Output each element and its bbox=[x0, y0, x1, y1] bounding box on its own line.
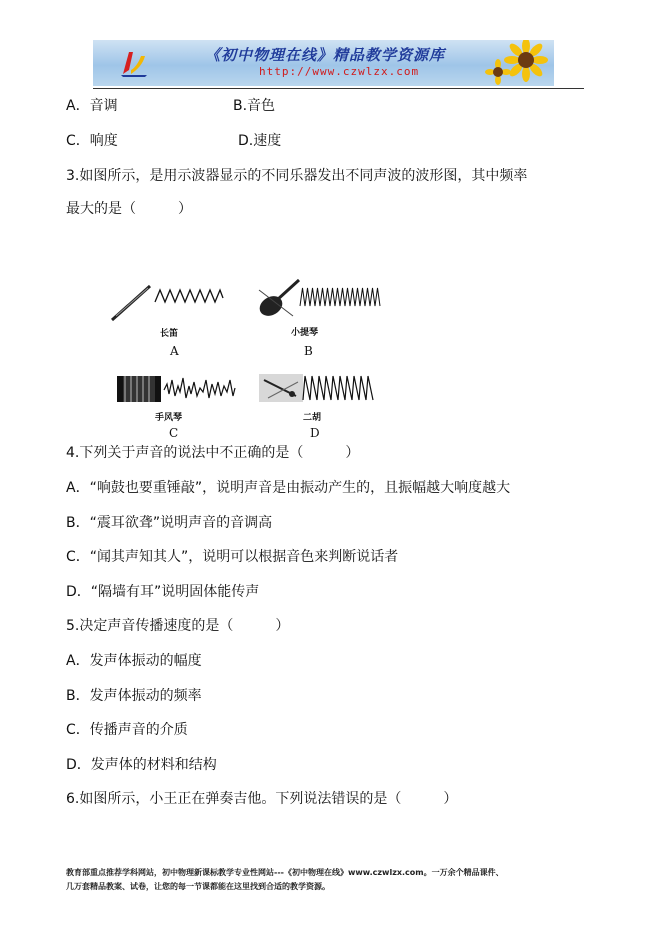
q2-option-d: D.速度 bbox=[238, 133, 282, 149]
flute-icon bbox=[110, 284, 152, 322]
figure-c-label: 手风琴 bbox=[155, 413, 183, 423]
waveform-a bbox=[155, 286, 225, 308]
q4-option-c: C．“闻其声知其人”，说明可以根据音色来判断说话者 bbox=[66, 549, 399, 565]
q2-option-b: B.音色 bbox=[233, 98, 276, 114]
q6-stem: 6.如图所示，小王正在弹奏吉他。下列说法错误的是（ ） bbox=[66, 791, 458, 807]
figure-c-letter: C bbox=[169, 426, 179, 440]
erhu-icon bbox=[258, 372, 304, 404]
waveform-c bbox=[164, 374, 236, 404]
waveform-b bbox=[300, 284, 382, 312]
banner-title: 《初中物理在线》精品教学资源库 bbox=[205, 46, 446, 64]
q5-option-b: B．发声体振动的频率 bbox=[66, 688, 202, 704]
q5-option-a: A．发声体振动的幅度 bbox=[66, 653, 202, 669]
footer-line2: 几万套精品教案、试卷，让您的每一节课都能在这里找到合适的教学资源。 bbox=[66, 882, 330, 891]
q5-stem: 5.决定声音传播速度的是（ ） bbox=[66, 618, 290, 634]
q4-option-b: B．“震耳欲聋”说明声音的音调高 bbox=[66, 515, 273, 531]
figure-a-letter: A bbox=[170, 344, 179, 358]
q2-option-c: C．响度 bbox=[66, 133, 118, 149]
waveform-d bbox=[303, 372, 375, 404]
footer-line1: 教育部重点推荐学科网站，初中物理新课标教学专业性网站---《初中物理在线》www.czwlzx.com。一万余个精品课件、 bbox=[66, 868, 504, 877]
figure-a-label: 长笛 bbox=[160, 329, 179, 339]
q5-option-c: C．传播声音的介质 bbox=[66, 722, 188, 738]
figure-d-label: 二胡 bbox=[303, 413, 322, 423]
header-divider bbox=[93, 88, 584, 89]
q3-stem-line1: 3.如图所示，是用示波器显示的不同乐器发出不同声波的波形图，其中频率 bbox=[66, 168, 528, 184]
q4-stem: 4.下列关于声音的说法中不正确的是（ ） bbox=[66, 445, 360, 461]
sunflower-icon bbox=[486, 42, 550, 86]
banner-url: http://www.czwlzx.com bbox=[259, 65, 420, 78]
q4-option-d: D．“隔墙有耳”说明固体能传声 bbox=[66, 584, 260, 600]
header-banner bbox=[93, 40, 554, 86]
site-logo-icon bbox=[119, 48, 149, 78]
figure-b-letter: B bbox=[304, 344, 313, 358]
violin-icon bbox=[255, 276, 301, 320]
q3-stem-line2: 最大的是（ ） bbox=[66, 201, 192, 217]
figure-b-label: 小提琴 bbox=[291, 328, 319, 338]
q4-option-a: A．“响鼓也要重锤敲”，说明声音是由振动产生的，且振幅越大响度越大 bbox=[66, 480, 511, 496]
figure-d-letter: D bbox=[310, 426, 320, 440]
q2-option-a: A．音调 bbox=[66, 98, 118, 114]
accordion-icon bbox=[115, 372, 163, 406]
q5-option-d: D．发声体的材料和结构 bbox=[66, 757, 217, 773]
page-footer bbox=[66, 866, 596, 894]
